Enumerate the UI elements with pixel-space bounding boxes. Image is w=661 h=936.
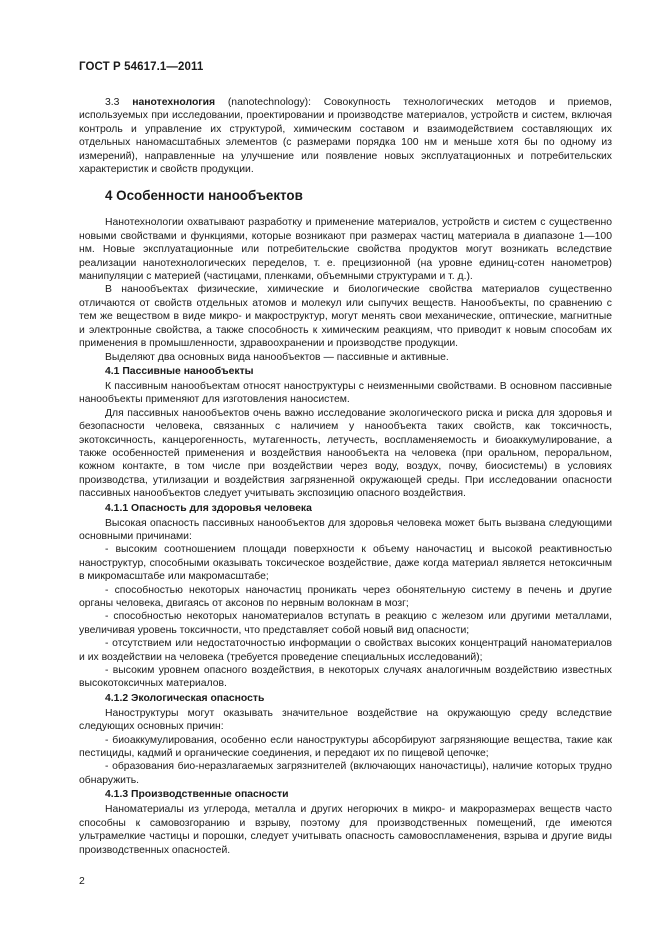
section-4-paragraph-2: В нанообъектах физические, химические и биологические свойства материалов существенно отличаются от свойств отдельных атомов и молекул или сыпучих веществ. Нанообъекты, по сравнению с тем же веществом в виде микро- и макроструктур, могут менять свои механические, оптические, магнитные и электронные свойства, а также способность к химическим реакциям, что приводит к новым способам их применения в промышленности, здравоохранении и производстве продукции.: [79, 284, 612, 350]
definition-term: нанотехнология: [132, 97, 216, 108]
section-4-1-1-intro: Высокая опасность пассивных нанообъектов для здоровья человека может быть вызвана следующими основными причинами:: [79, 517, 612, 542]
definition-number: 3.3: [105, 97, 120, 108]
section-4-1-paragraph-1: К пассивным нанообъектам относят наноструктуры с неизменными свойствами. В основном пассивные нанообъекты применяют для изготовления наносистем.: [79, 380, 612, 406]
section-4-1-3-paragraph-1: Наноматериалы из углерода, металла и других негорючих в микро- и макроразмерах веществ часто способны к самовозгоранию и взрыву, поэтому для производственных помещений, где имеются ультрамелкие частицы и порошки, следует учитывать опасность самовоспламенения, взрыва и другие виды производственных опасностей.: [79, 804, 612, 856]
section-4-paragraph-1: Нанотехнологии охватывают разработку и применение материалов, устройств и систем с существенно новыми свойствами и функциями, которые возникают при размерах частиц материала в диапазоне 1—100 нм. Новые эксплуатационные или потребительские свойства продуктов могут возникать вследствие реализации нанотехнологических переделов, т. е. прецизионной (на уровне единиц-сотен нанометров) манипуляции с материей (частицами, пленками, объемными структурами и т. д.).: [79, 217, 612, 283]
list-item: - способностью некоторых наноматериалов вступать в реакцию с железом или другими металлами, увеличивая уровень токсичности, что представляет собой новый вид опасности;: [79, 611, 612, 636]
section-4-1-2-intro: Наноструктуры могут оказывать значительное воздействие на окружающую среду вследствие следующих основных причин:: [79, 707, 612, 733]
section-4-paragraph-3: Выделяют два основных вида нанообъектов — пассивные и активные.: [105, 351, 449, 363]
section-4-1-2-title: 4.1.2 Экологическая опасность: [105, 692, 265, 704]
section-4-title: 4 Особенности нанообъектов: [105, 188, 303, 204]
section-4-1-1-title: 4.1.1 Опасность для здоровья человека: [105, 502, 312, 514]
list-item: - способностью некоторых наночастиц проникать через обонятельную систему в печень и другие органы человека, двигаясь от аксонов по нервным волокнам в мозг;: [79, 584, 612, 609]
list-item: - высоким уровнем опасного воздействия, в некоторых случаях аналогичным воздействию известных высокотоксичных материалов.: [79, 665, 612, 690]
section-4-1-3-title: 4.1.3 Производственные опасности: [105, 789, 289, 801]
section-4-1-paragraph-2: Для пассивных нанообъектов очень важно исследование экологического риска и риска для здоровья и безопасности человека, связанных с наличием у нанообъекта таких свойств, как токсичность, экотоксичность, канцерогенность, мутагенность, летучесть, воспламеняемость и биоаккумулирование, а также особенностей применения и воздействия нанообъекта на человека (при оральном, пероральном, кожном контакте, в том числе при воздействии через воду, воздух, почву, биосистемы) в условиях производства, утилизации и воздействия загрязненной окружающей среды. При исследовании опасности пассивных нанообъектов следует учитывать экспозицию опасного воздействия.: [79, 407, 612, 500]
page-number: 2: [79, 876, 85, 887]
list-item: - высоким соотношением площади поверхности к объему наночастиц и высокой реактивностью наноструктур, способными оказывать токсическое воздействие, даже когда материал является нетоксичным в микромасштабе или макромасштабе;: [79, 544, 612, 583]
document-header: ГОСТ Р 54617.1—2011: [79, 61, 204, 73]
list-item: - образования био-неразлагаемых загрязнителей (включающих наночастицы), наличие которых трудно обнаружить.: [79, 761, 612, 786]
section-4-1-title: 4.1 Пассивные нанообъекты: [105, 365, 254, 377]
document-body: [79, 96, 612, 857]
list-item: - отсутствием или недостаточностью информации о свойствах высоких концентраций наноматериалов и их воздействии на человека (требуется проведение специальных исследований);: [79, 638, 612, 663]
list-item: - биоаккумулирования, особенно если наноструктуры абсорбируют загрязняющие вещества, такие как пестициды, кадмий и органические соединения, и передают их по пищевой цепочке;: [79, 734, 612, 760]
definition-3-3: [79, 96, 612, 176]
definition-text: (nanotechnology): Совокупность технологических методов и приемов, используемых при исследовании, проектировании и производстве материалов, устройств и систем, включая контроль и управление их структурой, химическим составом и взаимодействием составляющих их отдельных наномасштабных элементов (с размерами порядка 100 нм и меньше хотя бы по одному из измерений), направленные на улучшение или появление новых эксплуатационных и потребительских характеристик и свойств продукции.: [79, 97, 612, 176]
